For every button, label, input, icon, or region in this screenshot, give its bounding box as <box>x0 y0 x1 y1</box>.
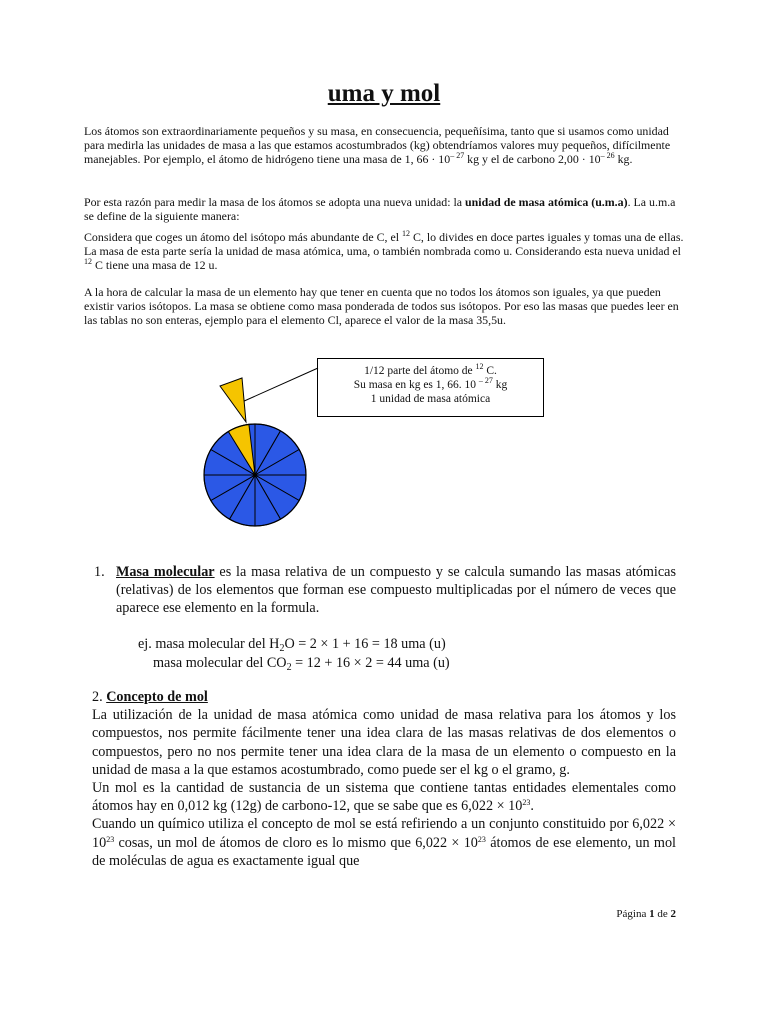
consider-sup-2: 12 <box>84 257 92 267</box>
circle-slices <box>204 424 306 526</box>
example-h2o-pre: ej. masa molecular del H <box>138 636 280 652</box>
section-2-heading: Concepto de mol <box>106 689 208 705</box>
section-masa-molecular <box>94 563 676 618</box>
section-1-number: 1. <box>94 564 105 580</box>
example-co2-post: = 12 + 16 × 2 = 44 uma (u) <box>291 655 450 671</box>
example-h2o <box>138 635 450 654</box>
section-1-body <box>116 563 676 618</box>
uma-definition-paragraph <box>84 195 688 223</box>
consider-text-2: C, lo divides en doce partes iguales y tomas una de ellas. La masa de esta parte sería la unidad de masa atómica, uma, o también nombrada como u. Considerando esta nueva unidad el <box>84 230 684 259</box>
intro-end-text: kg. <box>614 152 633 167</box>
section-1-heading: Masa molecular <box>116 564 215 580</box>
intro-exponent-1: – 27 <box>450 151 465 161</box>
consider-text-1: Considera que coges un átomo del isótopo más abundante de C, el <box>84 230 403 244</box>
footer-page-number: 1 <box>649 908 655 920</box>
callout-line-1 <box>318 364 543 378</box>
page-title: uma y mol <box>327 80 441 107</box>
section-2-p2-text: Un mol es la cantidad de sustancia de un sistema que contiene tantas entidades elementales como átomos hay en 0,012 kg (12g) de carbono-12, que se sabe que es 6,022 × 10 <box>92 780 676 815</box>
carbon-atom-diagram <box>190 360 320 532</box>
section-2-header <box>92 688 676 706</box>
callout-box <box>317 358 544 417</box>
callout-pointer-line <box>242 368 318 402</box>
intro-paragraph <box>84 124 688 167</box>
section-2-p2-sup: 23 <box>522 798 531 808</box>
isotopes-paragraph: A la hora de calcular la masa de un elemento hay que tener en cuenta que no todos los átomos son iguales, ya que pueden existir varios isótopos. La masa se obtiene como masa ponderada de todos sus isótopos. Por eso las masas que puedes leer en las tablas no son enteras, ejemplo para el elemento Cl, aparece el valor de la masa 35,5u. <box>84 285 679 328</box>
section-2-paragraph-1: La utilización de la unidad de masa atómica como unidad de masa relativa para los átomos y los compuestos, nos permite fácilmente tener una idea clara de las masas relativas de dos elementos o compuestos, pero no nos permite tener una idea clara de la masa de un elemento o compuesto en la unidad de masa a la que estamos acostumbrado, como puede ser el kg o el gramo, g. <box>92 707 676 778</box>
extracted-slice <box>220 378 246 422</box>
callout-line-3: 1 unidad de masa atómica <box>370 393 491 405</box>
section-2-number: 2. <box>92 689 103 705</box>
page-footer <box>560 908 676 920</box>
example-co2-sub: 2 <box>286 662 292 673</box>
callout-line-1-text: 1/12 parte del átomo de <box>364 365 476 377</box>
consider-sup-1: 12 <box>402 229 411 238</box>
example-co2 <box>138 654 450 673</box>
consider-paragraph <box>84 230 688 273</box>
intro-text: Los átomos son extraordinariamente pequeños y su masa, en consecuencia, pequeñísima, tanto que si usamos como unidad para medirla las unidades de masa a las que estamos acostumbrados (kg) obtendríamos valores muy pequeños, difícilmente manejables. Por ejemplo, el átomo de hidrógeno tiene una masa de 1, 66 · 10 <box>84 124 671 167</box>
section-concepto-mol <box>92 688 676 870</box>
footer-page-total: 2 <box>670 908 676 920</box>
section-2-paragraph-3 <box>92 815 676 870</box>
callout-line-1-end: C. <box>483 365 497 377</box>
uma-def-text: Por esta razón para medir la masa de los átomos se adopta una nueva unidad: la <box>84 195 466 209</box>
section-2-p3-text-b: cosas, un mol de átomos de cloro es lo mismo que 6,022 × 10 <box>114 834 478 851</box>
footer-label: Página <box>616 908 650 920</box>
section-2-p2-end: . <box>530 798 534 815</box>
section-2-p3-sup-1: 23 <box>106 834 115 844</box>
section-2-p3-text-c: átomos de ese elemento, un mol de moléculas de agua es exactamente igual que <box>92 834 676 869</box>
section-1-text: es la masa relativa de un compuesto y se calcula sumando las masas atómicas (relativas) de los elementos que forman ese compuesto multiplicadas por el número de veces que aparece ese elemento en la formula. <box>116 564 676 617</box>
callout-line-2-text: Su masa en kg es 1, 66. 10 <box>353 379 479 391</box>
section-2-p3-text-a: Cuando un químico utiliza el concepto de mol se está refiriendo a un conjunto constituido por 6,022 × 10 <box>92 816 676 851</box>
intro-mid-text: kg y el de carbono 2,00 · 10 <box>464 152 601 167</box>
callout-line-1-sup: 12 <box>475 362 484 371</box>
callout-line-2 <box>318 378 543 392</box>
uma-def-end: . La u.m.a se define de la siguiente manera: <box>84 195 676 224</box>
molecular-mass-examples <box>138 635 450 673</box>
consider-text-3: C tiene una masa de 12 u. <box>92 258 218 273</box>
callout-line-2-sup: – 27 <box>478 376 493 385</box>
callout-line-2-end: kg <box>492 379 508 391</box>
section-2-paragraph-2 <box>92 779 676 815</box>
example-co2-pre: masa molecular del CO <box>153 655 287 671</box>
example-h2o-sub: 2 <box>279 643 285 654</box>
example-h2o-post: O = 2 × 1 + 16 = 18 uma (u) <box>284 636 446 652</box>
section-2-p3-sup-2: 23 <box>477 834 486 844</box>
uma-def-bold: unidad de masa atómica (u.m.a) <box>465 195 628 209</box>
footer-of: de <box>654 908 671 920</box>
intro-exponent-2: – 26 <box>600 151 615 161</box>
